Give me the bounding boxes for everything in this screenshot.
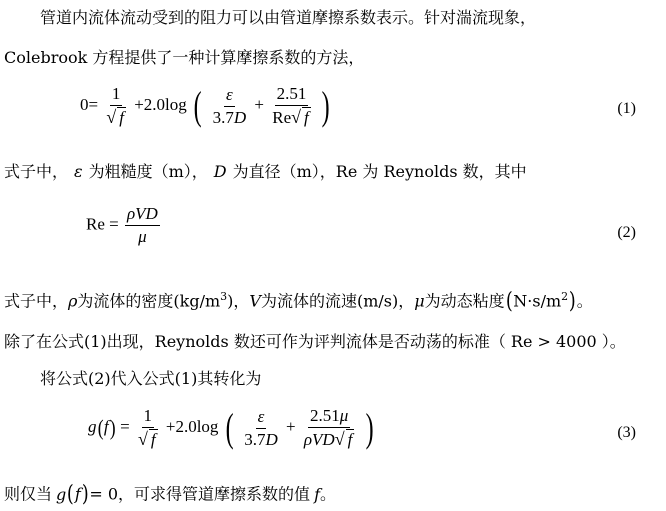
p6-f: f bbox=[74, 484, 81, 504]
p2-eps: ε bbox=[74, 162, 83, 181]
eq3-lp: ( bbox=[97, 415, 104, 440]
p3-text-c: )， bbox=[227, 291, 250, 311]
eq1-den-D: D bbox=[233, 107, 247, 127]
eq3-den-37: 3.7 bbox=[244, 429, 266, 449]
p3-text-b: 为流体的密度(kg/m bbox=[77, 291, 221, 311]
eq3-den-D: D bbox=[265, 429, 278, 449]
eq1-frac-1 bbox=[104, 84, 128, 128]
eq1-frac-2-den bbox=[211, 107, 249, 128]
eq3-frac-3-den: ρVD√ f bbox=[303, 429, 353, 449]
eq3-frac-3-num bbox=[308, 406, 350, 428]
p3-mu: μ bbox=[414, 291, 425, 311]
eq3-right-paren: ) bbox=[365, 405, 374, 450]
p3-text-f: 。 bbox=[576, 291, 593, 311]
equation-2-number: (2) bbox=[617, 224, 636, 241]
paragraph-1-text-b: Colebrook 方程提供了一种计算摩擦系数的方法， bbox=[4, 48, 365, 67]
eq1-frac-3-num: 2.51 bbox=[275, 84, 309, 106]
paragraph-6 bbox=[4, 484, 336, 506]
eq1-plus: + bbox=[254, 94, 264, 114]
paragraph-3 bbox=[4, 287, 593, 313]
p3-text-d: 为流体的流速(m/s)， bbox=[260, 291, 415, 311]
p6-f2: f bbox=[314, 484, 320, 504]
p3-text-a: 式子中， bbox=[4, 291, 69, 311]
equation-2 bbox=[86, 204, 162, 247]
eq3-g: g bbox=[88, 416, 97, 436]
equation-3 bbox=[88, 406, 376, 450]
equation-1 bbox=[80, 84, 332, 128]
paragraph-2 bbox=[4, 162, 527, 182]
p6-text-c: 。 bbox=[319, 484, 336, 504]
paragraph-1-line-2 bbox=[4, 48, 364, 68]
eq3-equals: = bbox=[120, 416, 130, 436]
eq3-frac-3 bbox=[302, 406, 356, 450]
eq3-sqrt-f-2: f bbox=[347, 430, 353, 449]
eq3-num-251: 2.51 bbox=[309, 406, 340, 425]
eq1-frac-1-num: 1 bbox=[110, 84, 123, 106]
eq1-frac-2-num: ε bbox=[224, 85, 235, 107]
p6-text-b: = 0，可求得管道摩擦系数的值 bbox=[89, 484, 311, 504]
p5-text: 将公式(2)代入公式(1)其转化为 bbox=[40, 369, 262, 388]
p2-D: D bbox=[213, 162, 227, 181]
eq1-sqrt-f-2: f bbox=[304, 108, 309, 127]
eq2-frac bbox=[125, 204, 160, 247]
p3-text-e: 为动态粘度 bbox=[424, 291, 505, 311]
eq1-sqrt-f: f bbox=[119, 108, 124, 127]
eq3-sqrt-f: f bbox=[150, 430, 156, 449]
paragraph-1-text-a: 管道内流体流动受到的阻力可以由管道摩擦系数表示。针对湍流现象， bbox=[40, 8, 537, 27]
p3-V: V bbox=[249, 291, 261, 311]
eq1-lhs: 0= bbox=[80, 94, 99, 114]
eq2-frac-num: ρVD bbox=[125, 204, 160, 226]
p3-left-paren: ( bbox=[505, 288, 513, 314]
eq1-frac-3 bbox=[270, 84, 313, 128]
eq3-left-paren: ( bbox=[225, 405, 234, 450]
eq1-frac-2 bbox=[211, 85, 249, 128]
eq2-frac-den: μ bbox=[138, 227, 147, 246]
p6-rp: ) bbox=[81, 482, 89, 507]
p2-text-c: 为直径（m），Re 为 Reynolds 数，其中 bbox=[232, 162, 527, 181]
paragraph-4 bbox=[4, 332, 626, 352]
eq3-plus-log: +2.0log bbox=[165, 416, 219, 436]
equation-3-number: (3) bbox=[617, 424, 636, 441]
eq1-left-paren: ( bbox=[193, 83, 202, 128]
eq3-f: f bbox=[103, 416, 109, 436]
eq1-right-paren: ) bbox=[321, 83, 330, 128]
eq1-den-37: 3.7 bbox=[212, 107, 234, 127]
eq1-frac-1-den: √ f bbox=[106, 107, 124, 127]
eq2-lhs: Re = bbox=[86, 214, 119, 234]
eq3-den-rhovd: ρVD bbox=[303, 430, 335, 449]
p6-lp: ( bbox=[67, 482, 74, 507]
p3-right-paren: ) bbox=[568, 288, 576, 314]
paragraph-1-line-1 bbox=[40, 8, 536, 28]
paragraph-5 bbox=[40, 369, 261, 389]
p3-unit: N·s/m bbox=[513, 291, 562, 311]
eq1-re: Re bbox=[272, 108, 292, 127]
eq3-frac-2 bbox=[242, 407, 280, 450]
p3-sup3: 3 bbox=[220, 290, 228, 303]
p2-text-b: 为粗糙度（m）， bbox=[88, 162, 208, 181]
eq3-frac-2-den bbox=[242, 429, 280, 450]
p3-rho: ρ bbox=[68, 291, 78, 311]
equation-1-number: (1) bbox=[617, 100, 636, 117]
p6-g: g bbox=[56, 484, 67, 504]
eq3-frac-1-num: 1 bbox=[142, 406, 155, 428]
eq3-num-mu: μ bbox=[339, 406, 349, 425]
p2-text-a: 式子中， bbox=[4, 162, 69, 181]
eq1-plus-log: +2.0log bbox=[134, 94, 187, 114]
p6-text-a: 则仅当 bbox=[4, 484, 53, 504]
p3-sup2: 2 bbox=[561, 290, 569, 303]
eq3-rp: ) bbox=[109, 415, 116, 440]
eq3-frac-1-den: √ f bbox=[137, 429, 156, 449]
eq3-plus: + bbox=[286, 416, 296, 436]
eq3-frac-1 bbox=[136, 406, 160, 450]
eq3-frac-2-num: ε bbox=[256, 407, 267, 429]
eq1-frac-3-den: Re√ f bbox=[272, 107, 309, 127]
p4-text: 除了在公式(1)出现，Reynolds 数还可作为评判流体是否动荡的标准（ Re > 4000 ）。 bbox=[4, 332, 626, 351]
